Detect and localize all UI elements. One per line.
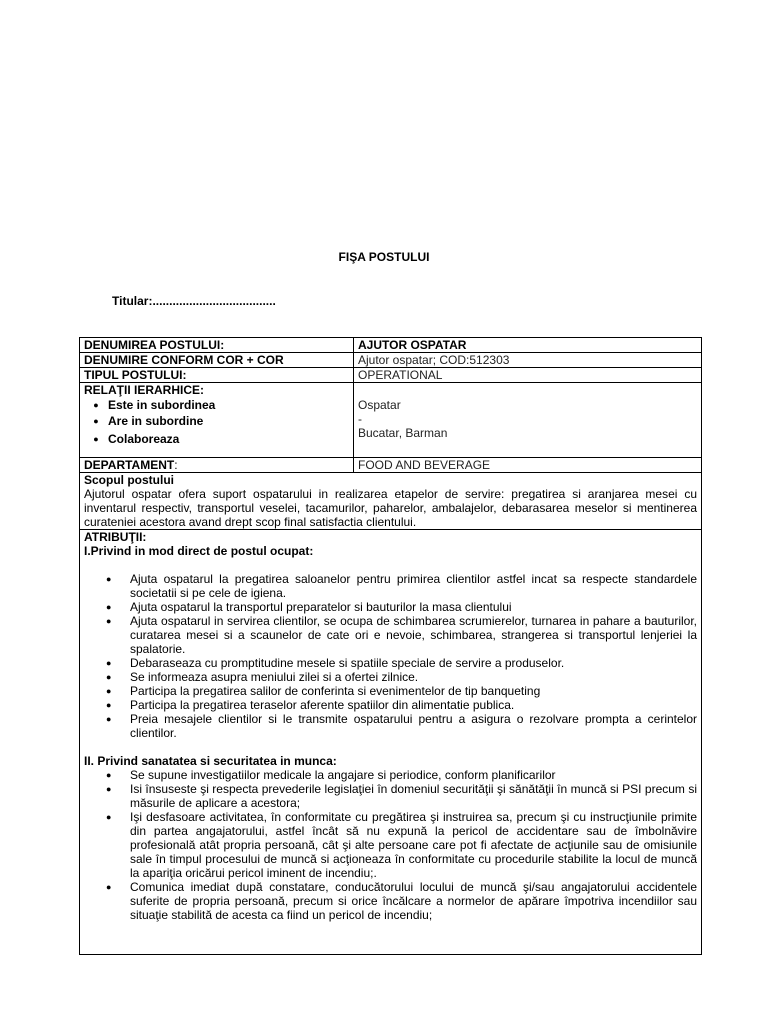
list-item: ● Debaraseaza cu promptitudine mesele si spatiile speciale de servire a produselor. (106, 656, 565, 670)
bullet-icon: ● (106, 574, 112, 584)
bullet-icon: ● (106, 672, 112, 682)
list-item: ● Işi desfasoare activitatea, în conformitate cu pregătirea şi instruirea sa, precum şi cu instrucţiunile primite din partea angajatorului, astfel încât să nu expună la pericol de accidentare sau de îmbolnăvire profesională atât propria persoană, cât şi alte persoane care pot fi afectate de acţiunile sau de omisiunile sale în timpul procesului de muncă si acţioneaza în conformitate cu procedurile stabilite la locul de muncă la apariţia oricărui pericol iminent de incendiu;. (106, 810, 697, 880)
table-row (80, 458, 702, 473)
bullet-icon: ● (106, 784, 112, 794)
list-item: ● Ajuta ospatarul la transportul preparatelor si bauturilor la masa clientului (106, 600, 512, 614)
list-item: ● Preia mesajele clientilor si le transmite ospatarului pentru a asigura o rezolvare prompta a cerintelor clientilor. (106, 712, 697, 740)
cor-value: Ajutor ospatar; COD:512303 (354, 353, 702, 368)
list-item: ● Ajuta ospatarul in servirea clientilor, se ocupa de schimbarea scrumierelor, turnarea in pahare a bauturilor, curatarea mesei si a scaunelor de cate ori e nevoie, schimbarea, strangerea si transportul lenjeriei la spalatorie. (106, 614, 697, 656)
scop-text: Ajutorul ospatar ofera suport ospatarului in realizarea etapelor de servire: pregatirea si aranjarea mesei cu inventarul respectiv, transportul veselei, tacamurilor, paharelor, ambalajelor, debarasarea meselor si mentinerea curateniei acestora avand drept scop final satisfactia clientului. (84, 487, 697, 529)
list-item: ● Comunica imediat după constatare, conducătorului locului de muncă şi/sau angajatorului accidentele suferite de propria persoană, precum si orice încălcare a normelor de apărare împotriva incendiilor sau situaţie stabilită de acesta ca fiind un pericol de incendiu; (106, 880, 697, 922)
table-row (80, 383, 702, 458)
bullet-icon: ● (106, 686, 112, 696)
scop-title: Scopul postului (84, 473, 174, 487)
departament-label-cell (80, 458, 354, 473)
bullet-icon: ● (93, 416, 99, 426)
bullet-icon: ● (106, 658, 112, 668)
relatii-cell (80, 383, 354, 458)
departament-label: DEPARTAMENT (84, 458, 175, 472)
list-item: ● Isi însuseste şi respecta prevederile legislaţiei în domeniul securităţii şi sănătăţii în muncă si PSI precum si măsurile de aplicare a acestora; (106, 782, 697, 810)
job-type-label: TIPUL POSTULUI: (80, 368, 354, 383)
relatii-item (84, 413, 349, 429)
atributii-cell (80, 530, 702, 955)
relatii-value: Bucatar, Barman (358, 426, 448, 440)
table-row (80, 473, 702, 530)
table-row (80, 338, 702, 353)
relatii-value: Ospatar (358, 398, 401, 412)
relatii-item-label: Colaboreaza (108, 432, 180, 446)
relatii-item-label: Are in subordine (108, 414, 204, 428)
bullet-icon: ● (106, 616, 112, 626)
departament-value: FOOD AND BEVERAGE (354, 458, 702, 473)
job-title-label: DENUMIREA POSTULUI: (80, 338, 354, 353)
titular-field: Titular:..................................... (112, 294, 276, 308)
job-description-table (79, 337, 702, 955)
bullet-icon: ● (106, 714, 112, 724)
cor-label: DENUMIRE CONFORM COR + COR (80, 353, 354, 368)
bullet-icon: ● (106, 770, 112, 780)
departament-colon: : (174, 458, 178, 472)
list-item: ● Participa la pregatirea teraselor aferente spatiilor din alimentatie publica. (106, 698, 515, 712)
relatii-item-label: Este in subordinea (108, 398, 216, 412)
list-item: ● Se informeaza asupra meniului zilei si a ofertei zilnice. (106, 670, 419, 684)
table-row (80, 368, 702, 383)
bullet-icon: ● (106, 602, 112, 612)
section2-list (84, 768, 697, 922)
relatii-item (84, 431, 349, 447)
atributii-title: ATRIBUŢII: (84, 530, 147, 544)
section1-list (84, 572, 697, 740)
bullet-icon: ● (106, 812, 112, 822)
list-item: ● Participa la pregatirea salilor de conferinta si evenimentelor de tip banqueting (106, 684, 541, 698)
table-row (80, 530, 702, 955)
bullet-icon: ● (93, 434, 99, 444)
list-item: ● Se supune investigatiilor medicale la angajare si periodice, conform planificarilor (106, 768, 556, 782)
job-title-value: AJUTOR OSPATAR (354, 338, 702, 353)
relatii-heading: RELAŢII IERARHICE: (84, 383, 204, 397)
job-type-value: OPERATIONAL (354, 368, 702, 383)
bullet-icon: ● (106, 700, 112, 710)
table-row (80, 353, 702, 368)
bullet-icon: ● (93, 400, 99, 410)
section2-title: II. Privind sanatatea si securitatea in munca: (84, 754, 337, 768)
list-item: ● Ajuta ospatarul la pregatirea saloanelor pentru primirea clientilor astfel incat sa respecte standardele societatii si pe cele de igiena. (106, 572, 697, 600)
relatii-values-cell (354, 383, 702, 458)
relatii-value: - (358, 412, 362, 426)
relatii-item (84, 397, 349, 413)
section1-title: I.Privind in mod direct de postul ocupat: (84, 544, 314, 558)
bullet-icon: ● (106, 882, 112, 892)
scop-cell (80, 473, 702, 530)
page-title: FIŞA POSTULUI (338, 250, 430, 264)
